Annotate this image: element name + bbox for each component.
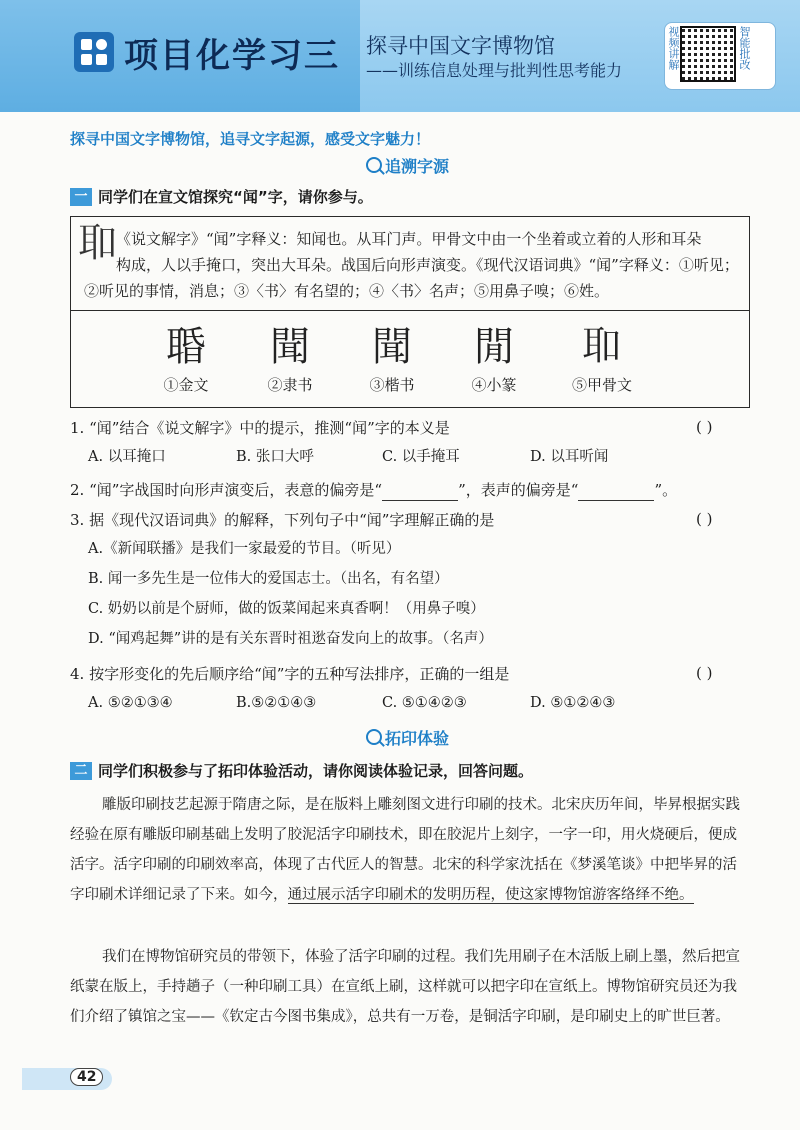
section-badge: 一 [70, 188, 92, 206]
option[interactable]: C. 奶奶以前是个厨师，做的饭菜闻起来真香啊！（用鼻子嗅） [88, 601, 485, 617]
answer-paren[interactable]: ( ) [696, 418, 713, 436]
smart-grading-label: 智能批改 [738, 26, 751, 70]
info-box-text-rest: 构成，人以手掩口，突出大耳朵。战国后向形声演变。《现代汉语词典》“闻”字释义：①听见；②听见的事情，消息；③〈书〉有名望的；④〈书〉名声；⑤用鼻子嗅；⑥姓。 [84, 256, 739, 300]
header-subtitle: 探寻中国文字博物馆 [366, 34, 555, 58]
oracle-glyph: 𦔻 [78, 221, 118, 267]
option[interactable]: D. “闻鸡起舞”讲的是有关东晋时祖逖奋发向上的故事。（名声） [88, 631, 493, 647]
option[interactable]: A.《新闻联播》是我们一家最爱的节目。（听见） [88, 541, 401, 557]
magnifier-icon [366, 729, 382, 745]
page-number: 42 [70, 1068, 103, 1086]
header-subtitle-skill: ——训练信息处理与批判性思考能力 [366, 61, 623, 80]
qr-code-icon[interactable] [682, 28, 734, 80]
slogan: 探寻中国文字博物馆，追寻文字起源，感受文字魅力！ [70, 130, 431, 148]
option[interactable]: A. ⑤②①③④ [88, 695, 173, 711]
info-box-divider [70, 310, 750, 311]
option[interactable]: B.⑤②①④③ [236, 695, 317, 711]
answer-paren[interactable]: ( ) [696, 664, 713, 682]
reading-paragraph-2: 我们在博物馆研究员的带领下，体验了活字印刷的过程。我们先用刷子在木活版上刷上墨，然后把宣纸蒙在版上，手持趟子（一种印刷工具）在宣纸上刷，这样就可以把字印在宣纸上。博物馆研究员还为我们介绍了镇馆之宝——《钦定古今图书集成》，总共有一万卷，是铜活字印刷，是印刷史上的旷世巨著。 [70, 949, 740, 1025]
form-item: 𦔻 ⑤甲骨文 [571, 324, 632, 394]
page-title: 项目化学习三 [124, 36, 340, 76]
form-item: 䎽 ①金文 [163, 324, 209, 394]
reading-paragraph-1: 雕版印刷技艺起源于隋唐之际，是在版料上雕刻图文进行印刷的技术。北宋庆历年间，毕昇根据实践经验在原有雕版印刷基础上发明了胶泥活字印刷技术，即在胶泥片上刻字，一字一印，用火烧硬后，便成活字。活字印刷的印刷效率高，体现了古代匠人的智慧。北宋的科学家沈括在《梦溪笔谈》中把毕昇的活字印刷术详细记录了下来。如今，通过展示活字印刷术的发明历程，使这家博物馆游客络绎不绝。 [70, 797, 740, 903]
option[interactable]: D. ⑤①②④③ [530, 695, 616, 711]
blank-meaning-radical[interactable] [382, 480, 458, 501]
option[interactable]: B. 闻一多先生是一位伟大的爱国志士。（出名，有名望） [88, 571, 449, 587]
question-3: 3. 据《现代汉语词典》的解释，下列句子中“闻”字理解正确的是 [70, 511, 495, 529]
form-item: 聞 ③楷书 [369, 324, 415, 394]
blank-sound-radical[interactable] [578, 480, 654, 501]
question-2: 2. “闻”字战国时向形声演变后，表意的偏旁是“ ”，表声的偏旁是“ ”。 [70, 481, 678, 499]
form-item: 聞 ②隶书 [267, 324, 313, 394]
form-item: 閒 ④小篆 [471, 324, 517, 394]
subheading-rubbing: 拓印体验 [366, 726, 449, 749]
question-4: 4. 按字形变化的先后顺序给“闻”字的五种写法排序，正确的一组是 [70, 665, 510, 683]
grid-icon [74, 32, 114, 72]
option[interactable]: A. 以耳掩口 [88, 449, 166, 465]
question-1: 1. “闻”结合《说文解字》中的提示，推测“闻”字的本义是 [70, 419, 450, 437]
option[interactable]: D. 以耳听闻 [530, 449, 609, 465]
underlined-sentence[interactable]: 通过展示活字印刷术的发明历程，使这家博物馆游客络绎不绝。 [287, 887, 694, 903]
video-explain-label: 视频讲解 [667, 26, 680, 70]
subheading-trace-origin: 追溯字源 [366, 154, 449, 177]
option[interactable]: B. 张口大呼 [236, 449, 314, 465]
section-badge: 二 [70, 762, 92, 780]
section-prompt: 同学们积极参与了拓印体验活动，请你阅读体验记录，回答问题。 [98, 762, 534, 780]
info-box-text-line1: 《说文解字》“闻”字释义：知闻也。从耳门声。甲骨文中由一个坐着或立着的人形和耳朵 [116, 230, 702, 248]
section-prompt: 同学们在宣文馆探究“闻”字，请你参与。 [98, 188, 373, 206]
answer-paren[interactable]: ( ) [696, 510, 713, 528]
option[interactable]: C. ⑤①④②③ [382, 695, 467, 711]
option[interactable]: C. 以手掩耳 [382, 449, 460, 465]
magnifier-icon [366, 157, 382, 173]
